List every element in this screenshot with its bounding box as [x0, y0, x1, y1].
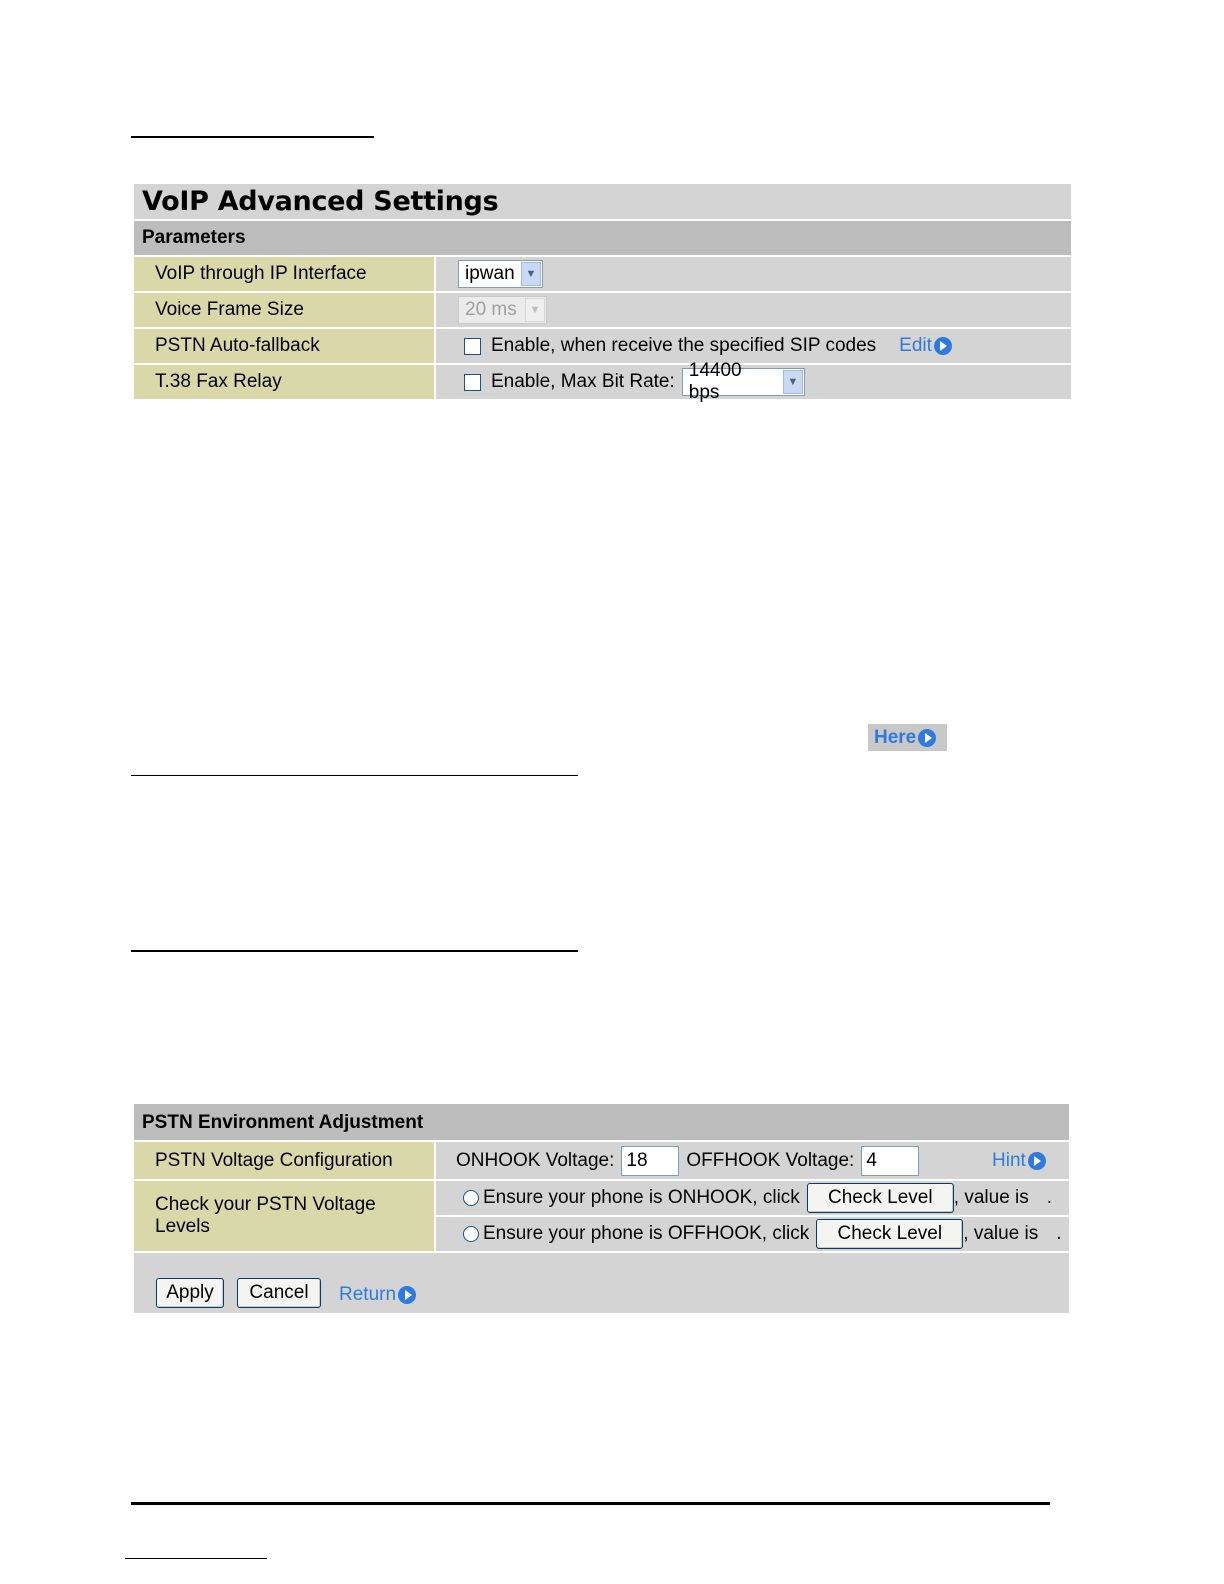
voice-frame-size-row	[134, 293, 1071, 329]
pstn-auto-fallback-checkbox[interactable]	[464, 338, 481, 355]
t38-fax-relay-label: T.38 Fax Relay	[134, 365, 436, 399]
panel-title: VoIP Advanced Settings	[134, 184, 1071, 221]
pstn-voltage-value	[436, 1142, 1069, 1179]
voip-interface-label: VoIP through IP Interface	[134, 257, 436, 291]
onhook-value-text: , value is	[953, 1187, 1029, 1208]
pstn-auto-fallback-label: PSTN Auto-fallback	[134, 329, 436, 363]
return-link[interactable]	[339, 1284, 416, 1306]
pstn-footer	[134, 1253, 1069, 1313]
hint-link-label: Hint	[992, 1149, 1026, 1171]
onhook-check-line	[436, 1181, 1069, 1217]
offhook-check-level-button[interactable]: Check Level	[816, 1219, 963, 1249]
hint-link[interactable]	[992, 1150, 1046, 1172]
voice-frame-size-value	[436, 293, 1071, 327]
pstn-section-header: PSTN Environment Adjustment	[134, 1104, 1069, 1142]
voice-frame-size-label: Voice Frame Size	[134, 293, 436, 327]
arrow-right-circle-icon	[1028, 1152, 1046, 1170]
pstn-auto-fallback-text: Enable, when receive the specified SIP codes	[491, 335, 877, 356]
onhook-voltage-input[interactable]: 18	[621, 1146, 679, 1176]
t38-fax-relay-checkbox[interactable]	[464, 374, 481, 391]
arrow-right-circle-icon	[398, 1286, 416, 1304]
chevron-down-icon: ▼	[525, 298, 545, 322]
footer-link-rule	[125, 1558, 267, 1559]
offhook-voltage-label: OFFHOOK Voltage:	[686, 1149, 855, 1171]
pstn-auto-fallback-row	[134, 329, 1071, 365]
pstn-levels-label: Check your PSTN Voltage Levels	[134, 1181, 436, 1251]
offhook-check-text: Ensure your phone is OFFHOOK, click	[483, 1223, 810, 1244]
here-button[interactable]	[868, 724, 947, 751]
top-heading-rule	[131, 136, 374, 138]
voip-interface-select[interactable]	[458, 260, 543, 288]
pstn-levels-values	[436, 1181, 1069, 1251]
offhook-check-line	[436, 1217, 1069, 1251]
t38-fax-relay-text: Enable, Max Bit Rate:	[491, 371, 675, 392]
max-bit-rate-selected: 14400 bps	[688, 360, 742, 403]
t38-fax-relay-value	[436, 360, 1071, 403]
voip-interface-value	[436, 257, 1071, 291]
mid-heading-rule	[131, 950, 578, 952]
pstn-voltage-row	[134, 1142, 1069, 1181]
voip-interface-row	[134, 257, 1071, 293]
footer-rule	[131, 1502, 1050, 1505]
max-bit-rate-select[interactable]	[682, 360, 805, 403]
offhook-radio[interactable]	[463, 1226, 479, 1242]
pstn-voltage-label: PSTN Voltage Configuration	[134, 1142, 436, 1179]
onhook-voltage-label: ONHOOK Voltage:	[456, 1149, 615, 1171]
onhook-check-level-button[interactable]: Check Level	[807, 1183, 954, 1213]
voice-frame-size-select	[458, 296, 547, 324]
here-button-label: Here	[874, 726, 917, 748]
pstn-auto-fallback-value	[436, 329, 1071, 363]
offhook-value-end: .	[1056, 1223, 1062, 1244]
parameters-section-header: Parameters	[134, 221, 1071, 257]
mid-link-rule	[131, 775, 578, 776]
edit-link-label: Edit	[899, 335, 932, 356]
apply-button[interactable]: Apply	[156, 1278, 224, 1308]
pstn-levels-row	[134, 1181, 1069, 1253]
pstn-environment-panel	[134, 1104, 1069, 1313]
voice-frame-size-selected: 20 ms	[465, 299, 517, 320]
arrow-right-circle-icon	[934, 337, 952, 355]
onhook-check-text: Ensure your phone is ONHOOK, click	[483, 1187, 800, 1208]
t38-fax-relay-row	[134, 360, 1071, 403]
voip-advanced-settings-panel	[134, 184, 1071, 403]
onhook-value-end: .	[1046, 1187, 1053, 1208]
offhook-voltage-input[interactable]: 4	[861, 1146, 919, 1176]
return-link-label: Return	[339, 1283, 397, 1305]
chevron-down-icon[interactable]: ▼	[783, 370, 803, 394]
voip-interface-selected: ipwan	[465, 263, 515, 284]
cancel-button[interactable]: Cancel	[237, 1278, 321, 1308]
offhook-value-text: , value is	[963, 1223, 1039, 1244]
chevron-down-icon[interactable]: ▼	[521, 262, 541, 286]
edit-link[interactable]	[899, 335, 952, 357]
onhook-radio[interactable]	[463, 1190, 479, 1206]
arrow-right-circle-icon	[918, 729, 936, 747]
